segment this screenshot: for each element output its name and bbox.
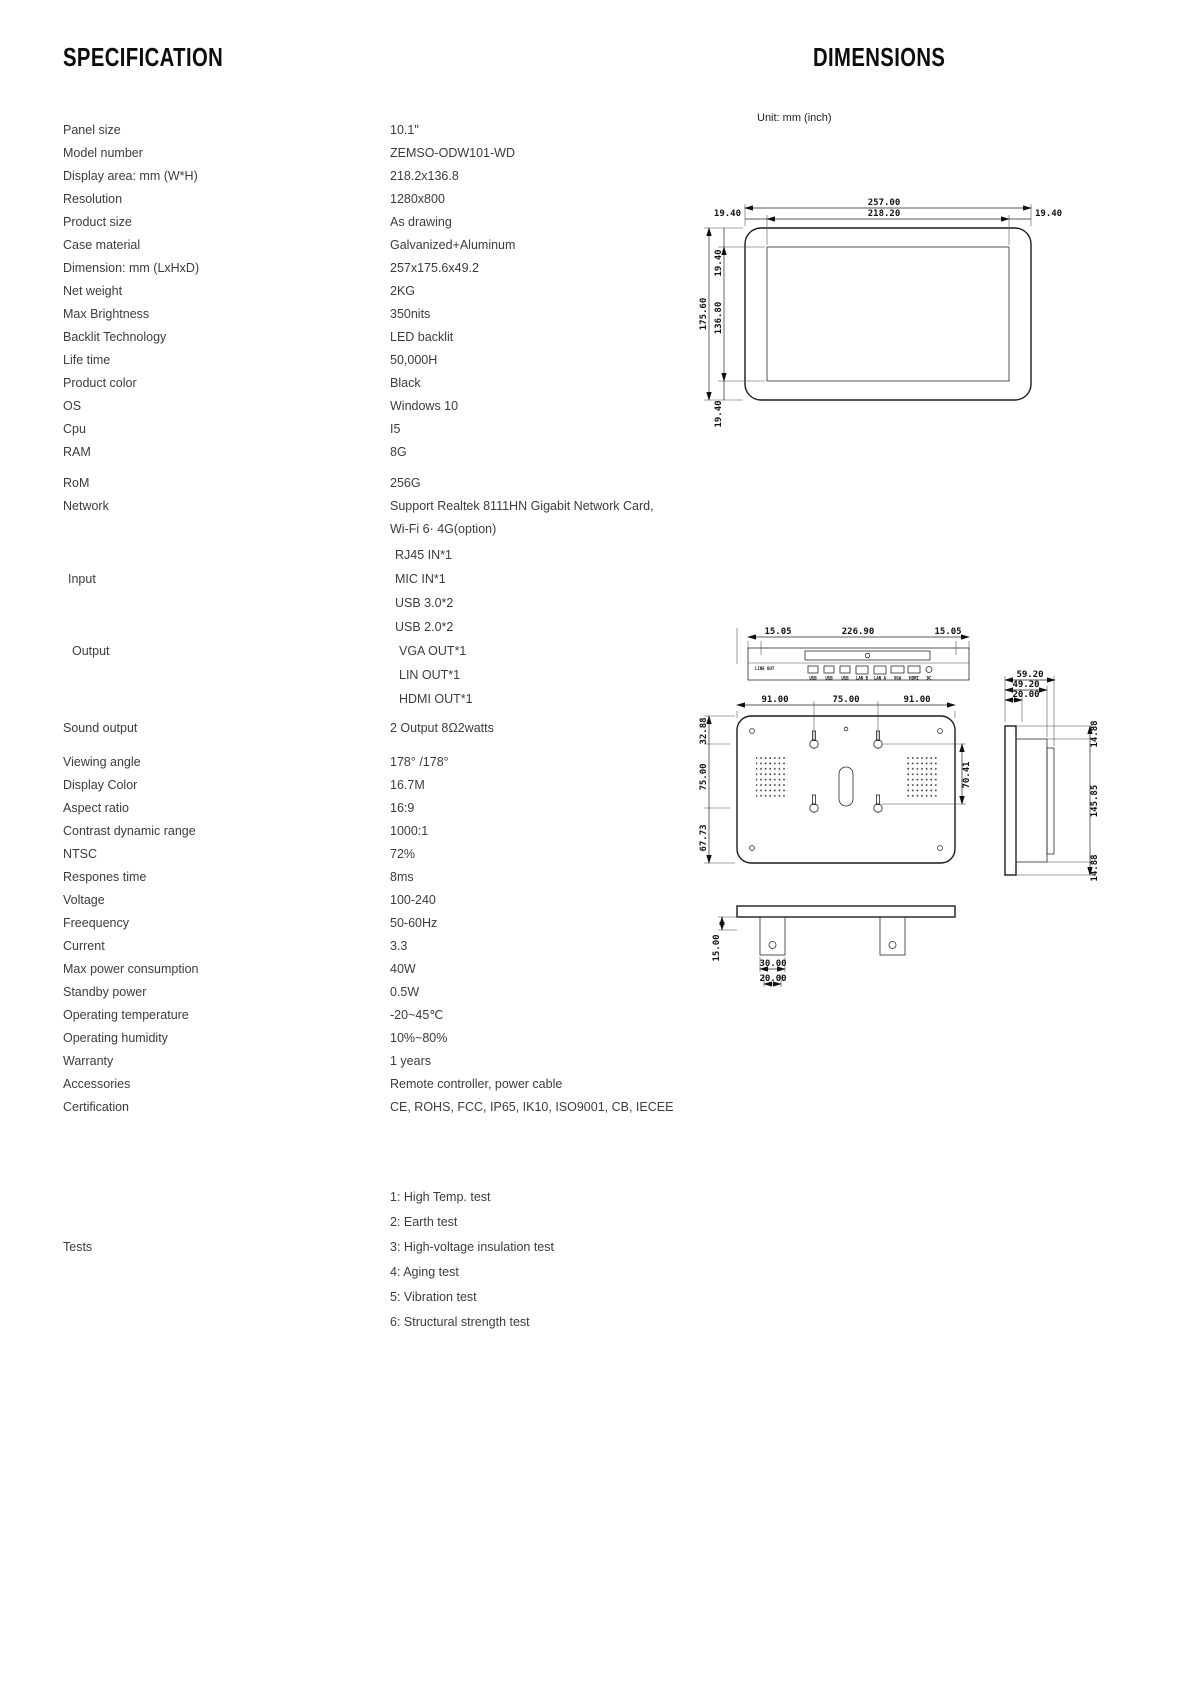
spec-label: Product color xyxy=(63,376,137,390)
spec-value: VGA OUT*1 xyxy=(399,644,467,658)
spec-value: 72% xyxy=(390,847,416,861)
dim-label: 15.00 xyxy=(712,934,722,962)
spec-value: 3.3 xyxy=(390,939,408,953)
spec-label: Network xyxy=(63,499,109,513)
dim-label: 75.00 xyxy=(699,763,709,791)
spec-label: Cpu xyxy=(63,422,86,436)
spec-label: Accessories xyxy=(63,1077,131,1091)
spec-value: 4: Aging test xyxy=(390,1265,459,1279)
dim-label: 19.40 xyxy=(714,400,724,428)
spec-value: ZEMSO-ODW101-WD xyxy=(390,146,515,160)
spec-label: RoM xyxy=(63,476,90,490)
spec-value: 257x175.6x49.2 xyxy=(390,261,479,275)
io-ports xyxy=(755,666,932,681)
spec-value: 10.1" xyxy=(390,123,419,137)
spec-value: 256G xyxy=(390,476,421,490)
cable-slot xyxy=(839,767,853,806)
spec-value: LED backlit xyxy=(390,330,454,344)
dim-label: 14.88 xyxy=(1090,720,1100,748)
spec-value: 3: High-voltage insulation test xyxy=(390,1240,554,1254)
dim-label: 91.00 xyxy=(903,695,931,705)
spec-value: As drawing xyxy=(390,215,452,229)
spec-value: Wi-Fi 6· 4G(option) xyxy=(390,522,497,536)
spec-label: Life time xyxy=(63,353,111,367)
spec-label: NTSC xyxy=(63,847,98,861)
spec-value: 6: Structural strength test xyxy=(390,1315,530,1329)
spec-label: RAM xyxy=(63,445,91,459)
spec-value: HDMI OUT*1 xyxy=(399,692,473,706)
spec-value: USB 3.0*2 xyxy=(395,596,454,610)
spec-value: USB 2.0*2 xyxy=(395,620,454,634)
dim-label: 67.73 xyxy=(699,824,709,852)
spec-value: 50-60Hz xyxy=(390,916,438,930)
spec-label: Viewing angle xyxy=(63,755,141,769)
spec-label: Freequency xyxy=(63,916,130,930)
spec-label: Operating humidity xyxy=(63,1031,168,1045)
spec-value: 2: Earth test xyxy=(390,1215,458,1229)
spec-value: 40W xyxy=(390,962,416,976)
speaker-grille-left xyxy=(756,755,788,799)
spec-value: RJ45 IN*1 xyxy=(395,548,452,562)
port-label: LAN A xyxy=(873,675,887,681)
spec-label: Backlit Technology xyxy=(63,330,167,344)
spec-label: Input xyxy=(68,572,96,586)
spec-label: Sound output xyxy=(63,721,138,735)
dim-label: 136.80 xyxy=(714,301,724,335)
spec-label: Max Brightness xyxy=(63,307,150,321)
spec-value: 2KG xyxy=(390,284,416,298)
spec-label: Certification xyxy=(63,1100,129,1114)
spec-label: Tests xyxy=(63,1240,93,1254)
spec-label: Output xyxy=(72,644,110,658)
spec-label: Resolution xyxy=(63,192,123,206)
dim-label: 49.20 xyxy=(1012,680,1040,690)
front-view xyxy=(699,198,1062,428)
dim-label: 75.00 xyxy=(832,695,860,705)
dim-label: 20.00 xyxy=(759,974,787,984)
spec-value: 16:9 xyxy=(390,801,415,815)
spec-value: 10%~80% xyxy=(390,1031,448,1045)
port-label: DC xyxy=(926,675,932,681)
dim-label: 32.88 xyxy=(699,717,709,745)
spec-label: Warranty xyxy=(63,1054,114,1068)
spec-label: Product size xyxy=(63,215,132,229)
dim-label: 59.20 xyxy=(1016,670,1044,680)
spec-label: OS xyxy=(63,399,82,413)
dim-label: 19.40 xyxy=(1035,209,1063,219)
dim-label: 145.85 xyxy=(1090,784,1100,818)
spec-label: Model number xyxy=(63,146,143,160)
spec-value: 5: Vibration test xyxy=(390,1290,477,1304)
spec-value: 0.5W xyxy=(390,985,420,999)
port-label: HDMI xyxy=(909,675,919,681)
dim-label: 14.88 xyxy=(1090,854,1100,882)
vesa-mount-holes xyxy=(810,731,882,812)
dim-label: 226.90 xyxy=(841,627,875,637)
spec-value: 100-240 xyxy=(390,893,436,907)
port-label: VGA xyxy=(893,675,902,681)
port-label: USB xyxy=(825,675,833,681)
spec-label: Display Color xyxy=(63,778,138,792)
spec-value: 1280x800 xyxy=(390,192,445,206)
spec-value: Windows 10 xyxy=(390,399,459,413)
port-label: LAN B xyxy=(855,675,869,681)
spec-value: 178° /178° xyxy=(390,755,449,769)
top-view xyxy=(737,627,969,681)
spec-label: Dimension: mm (LxHxD) xyxy=(63,261,200,275)
spec-value: 350nits xyxy=(390,307,431,321)
spec-value: I5 xyxy=(390,422,401,436)
spec-label: Respones time xyxy=(63,870,147,884)
spec-value: 2 Output 8Ω2watts xyxy=(390,721,494,735)
spec-value: 1: High Temp. test xyxy=(390,1190,491,1204)
spec-value: 218.2x136.8 xyxy=(390,169,459,183)
page-title-specification: SPECIFICATION xyxy=(63,42,224,72)
dim-label: 175.60 xyxy=(699,297,709,331)
spec-value: 16.7M xyxy=(390,778,425,792)
spec-label: Operating temperature xyxy=(63,1008,189,1022)
dim-label: 218.20 xyxy=(867,209,901,219)
spec-value: LIN OUT*1 xyxy=(399,668,461,682)
dim-label: 70.41 xyxy=(962,761,972,789)
spec-value: 1 years xyxy=(390,1054,431,1068)
spec-label: Case material xyxy=(63,238,141,252)
page-title-dimensions: DIMENSIONS xyxy=(813,42,946,72)
spec-label: Net weight xyxy=(63,284,123,298)
spec-value: -20~45℃ xyxy=(390,1008,444,1022)
spec-label: Voltage xyxy=(63,893,105,907)
port-label: USB xyxy=(841,675,849,681)
spec-value: 50,000H xyxy=(390,353,438,367)
bottom-view xyxy=(712,906,955,987)
dim-label: 19.40 xyxy=(714,249,724,277)
spec-label: Max power consumption xyxy=(63,962,199,976)
spec-value: Black xyxy=(390,376,421,390)
dim-label: 15.05 xyxy=(764,627,792,637)
dim-label: 20.00 xyxy=(1012,690,1040,700)
port-label: USB xyxy=(809,675,817,681)
spec-label: Display area: mm (W*H) xyxy=(63,169,198,183)
spec-value: 8ms xyxy=(390,870,414,884)
dim-label: 30.00 xyxy=(759,959,787,969)
spec-value: 1000:1 xyxy=(390,824,429,838)
rear-view xyxy=(699,695,972,863)
dim-label: 91.00 xyxy=(761,695,789,705)
spec-label: Current xyxy=(63,939,105,953)
side-view xyxy=(1005,670,1100,882)
dim-label: 257.00 xyxy=(867,198,901,208)
speaker-grille-right xyxy=(906,755,938,799)
spec-value: Galvanized+Aluminum xyxy=(390,238,516,252)
spec-label: Standby power xyxy=(63,985,147,999)
unit-note: Unit: mm (inch) xyxy=(757,112,832,124)
spec-value: CE, ROHS, FCC, IP65, IK10, ISO9001, CB, IECEE xyxy=(390,1100,674,1114)
port-label-line-out: LINE OUT xyxy=(755,666,775,671)
spec-value: Remote controller, power cable xyxy=(390,1077,563,1091)
dim-label: 19.40 xyxy=(713,209,741,219)
spec-value: Support Realtek 8111HN Gigabit Network Card, xyxy=(390,499,654,513)
spec-value: 8G xyxy=(390,445,407,459)
spec-value: MIC IN*1 xyxy=(395,572,446,586)
spec-label: Aspect ratio xyxy=(63,801,130,815)
spec-label: Contrast dynamic range xyxy=(63,824,196,838)
dim-label: 15.05 xyxy=(934,627,962,637)
spec-label: Panel size xyxy=(63,123,121,137)
